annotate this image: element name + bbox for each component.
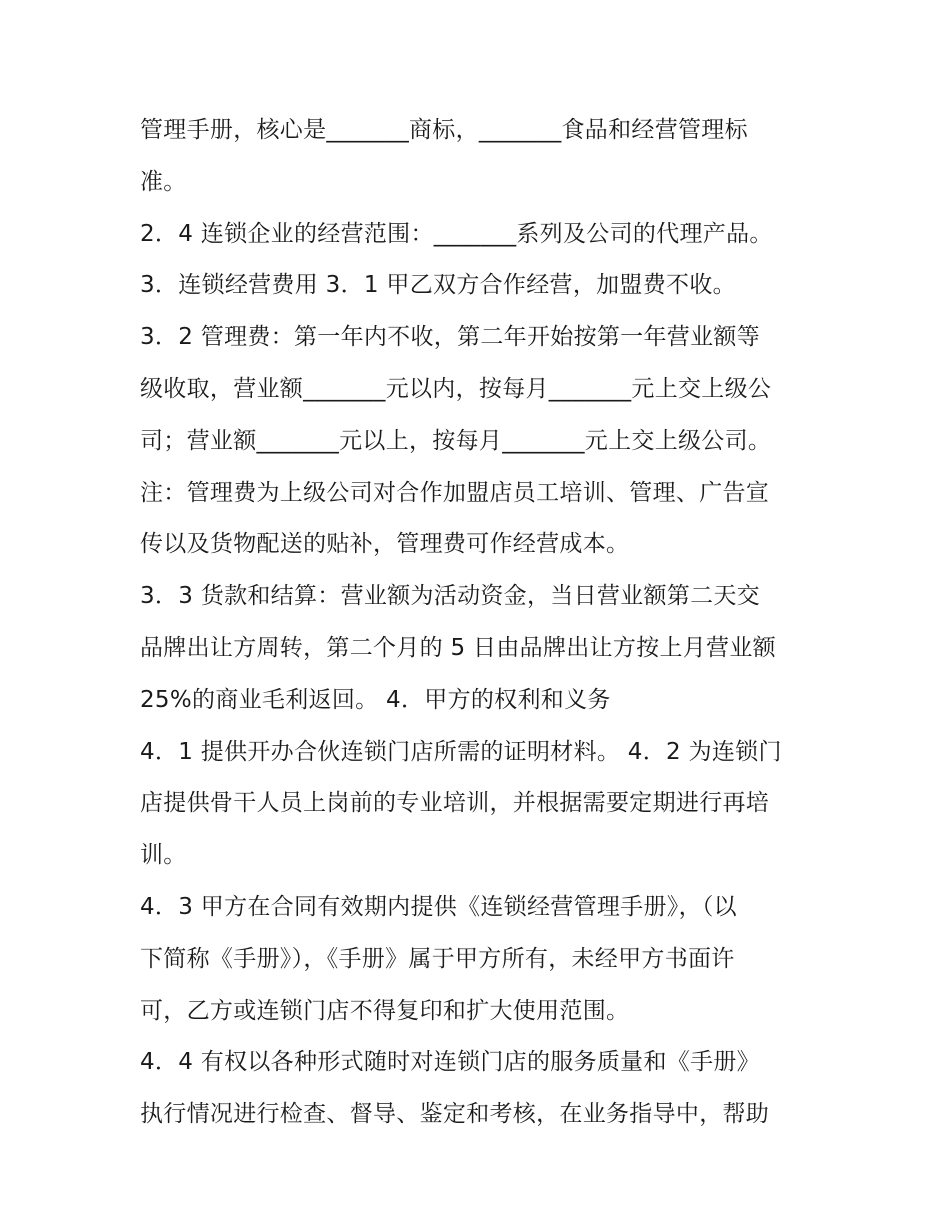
text-line: 注：管理费为上级公司对合作加盟店员工培训、管理、广告宣 <box>140 479 770 506</box>
text-line: 准。 <box>140 168 187 195</box>
text-line: 品牌出让方周转，第二个月的 5 日由品牌出让方按上月营业额 <box>140 634 776 661</box>
text-line: 店提供骨干人员上岗前的专业培训，并根据需要定期进行再培 <box>140 790 770 817</box>
text-line: 司；营业额_______元以上，按每月_______元上交上级公司。 <box>140 427 772 454</box>
text-line: 执行情况进行检查、督导、鉴定和考核，在业务指导中，帮助 <box>140 1101 770 1128</box>
text-line: 可，乙方或连锁门店不得复印和扩大使用范围。 <box>140 997 630 1024</box>
contract-text-body <box>140 105 830 1141</box>
text-line: 4．3 甲方在合同有效期内提供《连锁经营管理手册》，（以 <box>140 893 737 920</box>
text-line: 训。 <box>140 842 187 869</box>
text-line: 下简称《手册》），《手册》属于甲方所有，未经甲方书面许 <box>140 945 735 972</box>
text-line: 管理手册，核心是_______商标，_______食品和经营管理标 <box>140 117 748 143</box>
text-line: 4．4 有权以各种形式随时对连锁门店的服务质量和《手册》 <box>140 1049 760 1076</box>
text-line: 级收取，营业额_______元以内，按每月_______元上交上级公 <box>140 375 772 402</box>
text-line: 4．1 提供开办合伙连锁门店所需的证明材料。 4．2 为连锁门 <box>140 738 782 765</box>
text-line: 3．连锁经营费用 3．1 甲乙双方合作经营，加盟费不收。 <box>140 272 736 299</box>
text-line: 传以及货物配送的贴补，管理费可作经营成本。 <box>140 531 630 558</box>
text-line: 3．2 管理费：第一年内不收，第二年开始按第一年营业额等 <box>140 324 760 351</box>
text-line: 25%的商业毛利返回。 4．甲方的权利和义务 <box>140 686 611 713</box>
text-line: 2．4 连锁企业的经营范围：_______系列及公司的代理产品。 <box>140 220 773 247</box>
text-line: 3．3 货款和结算：营业额为活动资金，当日营业额第二天交 <box>140 583 760 610</box>
